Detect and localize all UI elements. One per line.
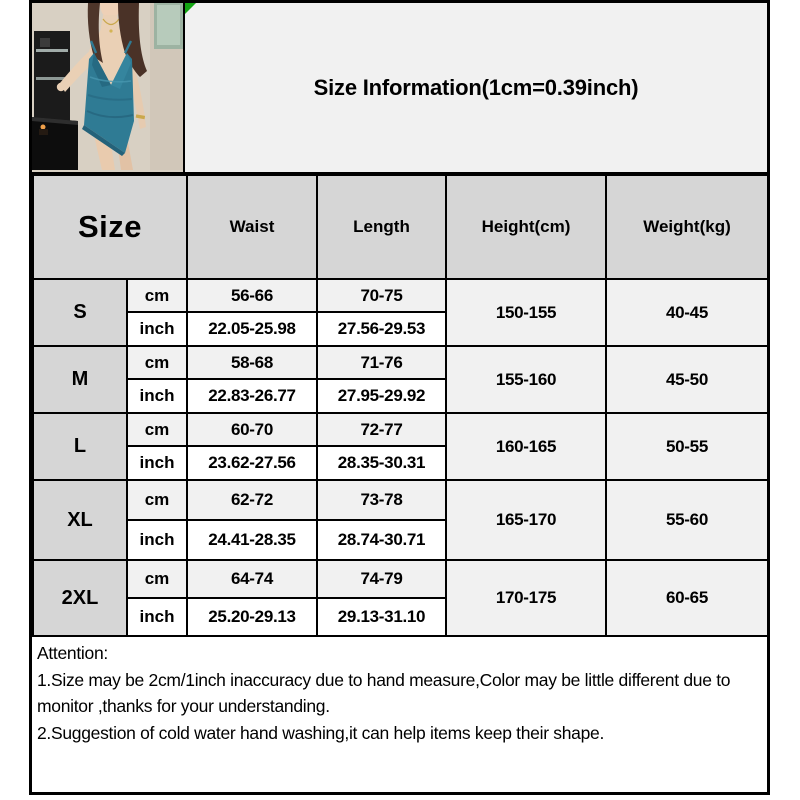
length-inch-value-2xl: 29.13-31.10	[317, 598, 446, 636]
unit-label-inch: inch	[127, 520, 187, 560]
size-label-xl: XL	[33, 480, 127, 560]
weight-value-l: 50-55	[606, 413, 768, 480]
unit-label-cm: cm	[127, 480, 187, 520]
waist-inch-value-m: 22.83-26.77	[187, 379, 317, 413]
weight-value-m: 45-50	[606, 346, 768, 413]
table-row-m-cm	[33, 346, 768, 379]
waist-cm-value-s: 56-66	[187, 279, 317, 312]
size-info-title: Size Information(1cm=0.39inch)	[313, 74, 639, 100]
col-header-waist: Waist	[187, 175, 317, 279]
attention-heading: Attention:	[37, 643, 108, 663]
waist-inch-value-s: 22.05-25.98	[187, 312, 317, 346]
table-row-2xl-cm	[33, 560, 768, 598]
col-header-size: Size	[33, 175, 187, 279]
size-label-l: L	[33, 413, 127, 480]
unit-label-cm: cm	[127, 560, 187, 598]
unit-label-inch: inch	[127, 379, 187, 413]
waist-cm-value-2xl: 64-74	[187, 560, 317, 598]
size-label-m: M	[33, 346, 127, 413]
length-cm-value-m: 71-76	[317, 346, 446, 379]
table-header-row	[33, 175, 768, 279]
corner-marker-icon	[185, 3, 196, 14]
unit-label-cm: cm	[127, 346, 187, 379]
size-table	[32, 174, 769, 637]
waist-inch-value-2xl: 25.20-29.13	[187, 598, 317, 636]
height-value-s: 150-155	[446, 279, 606, 346]
height-value-xl: 165-170	[446, 480, 606, 560]
waist-cm-value-xl: 62-72	[187, 480, 317, 520]
height-value-m: 155-160	[446, 346, 606, 413]
height-value-2xl: 170-175	[446, 560, 606, 636]
waist-inch-value-xl: 24.41-28.35	[187, 520, 317, 560]
attention-section	[32, 637, 767, 792]
length-inch-value-xl: 28.74-30.71	[317, 520, 446, 560]
col-header-length: Length	[317, 175, 446, 279]
size-chart-sheet	[29, 0, 770, 795]
unit-label-cm: cm	[127, 279, 187, 312]
length-cm-value-l: 72-77	[317, 413, 446, 446]
length-cm-value-s: 70-75	[317, 279, 446, 312]
sheet-top-row	[32, 3, 767, 174]
attention-note-1: 1.Size may be 2cm/1inch inaccuracy due to hand measure,Color may be little different due to monitor ,thanks for your understanding.	[37, 669, 731, 717]
length-cm-value-xl: 73-78	[317, 480, 446, 520]
length-inch-value-m: 27.95-29.92	[317, 379, 446, 413]
weight-value-2xl: 60-65	[606, 560, 768, 636]
col-header-height: Height(cm)	[446, 175, 606, 279]
length-inch-value-s: 27.56-29.53	[317, 312, 446, 346]
size-label-2xl: 2XL	[33, 560, 127, 636]
unit-label-inch: inch	[127, 312, 187, 346]
waist-cm-value-m: 58-68	[187, 346, 317, 379]
length-inch-value-l: 28.35-30.31	[317, 446, 446, 480]
table-row-xl-cm	[33, 480, 768, 520]
table-row-s-cm	[33, 279, 768, 312]
size-label-s: S	[33, 279, 127, 346]
height-value-l: 160-165	[446, 413, 606, 480]
unit-label-inch: inch	[127, 598, 187, 636]
waist-cm-value-l: 60-70	[187, 413, 317, 446]
table-row-l-cm	[33, 413, 768, 446]
unit-label-cm: cm	[127, 413, 187, 446]
length-cm-value-2xl: 74-79	[317, 560, 446, 598]
waist-inch-value-l: 23.62-27.56	[187, 446, 317, 480]
weight-value-s: 40-45	[606, 279, 768, 346]
col-header-weight: Weight(kg)	[606, 175, 768, 279]
attention-note-2: 2.Suggestion of cold water hand washing,it can help items keep their shape.	[37, 722, 605, 743]
product-photo	[32, 3, 185, 172]
size-info-header	[185, 3, 767, 172]
weight-value-xl: 55-60	[606, 480, 768, 560]
unit-label-inch: inch	[127, 446, 187, 480]
product-photo-illustration	[32, 3, 185, 170]
